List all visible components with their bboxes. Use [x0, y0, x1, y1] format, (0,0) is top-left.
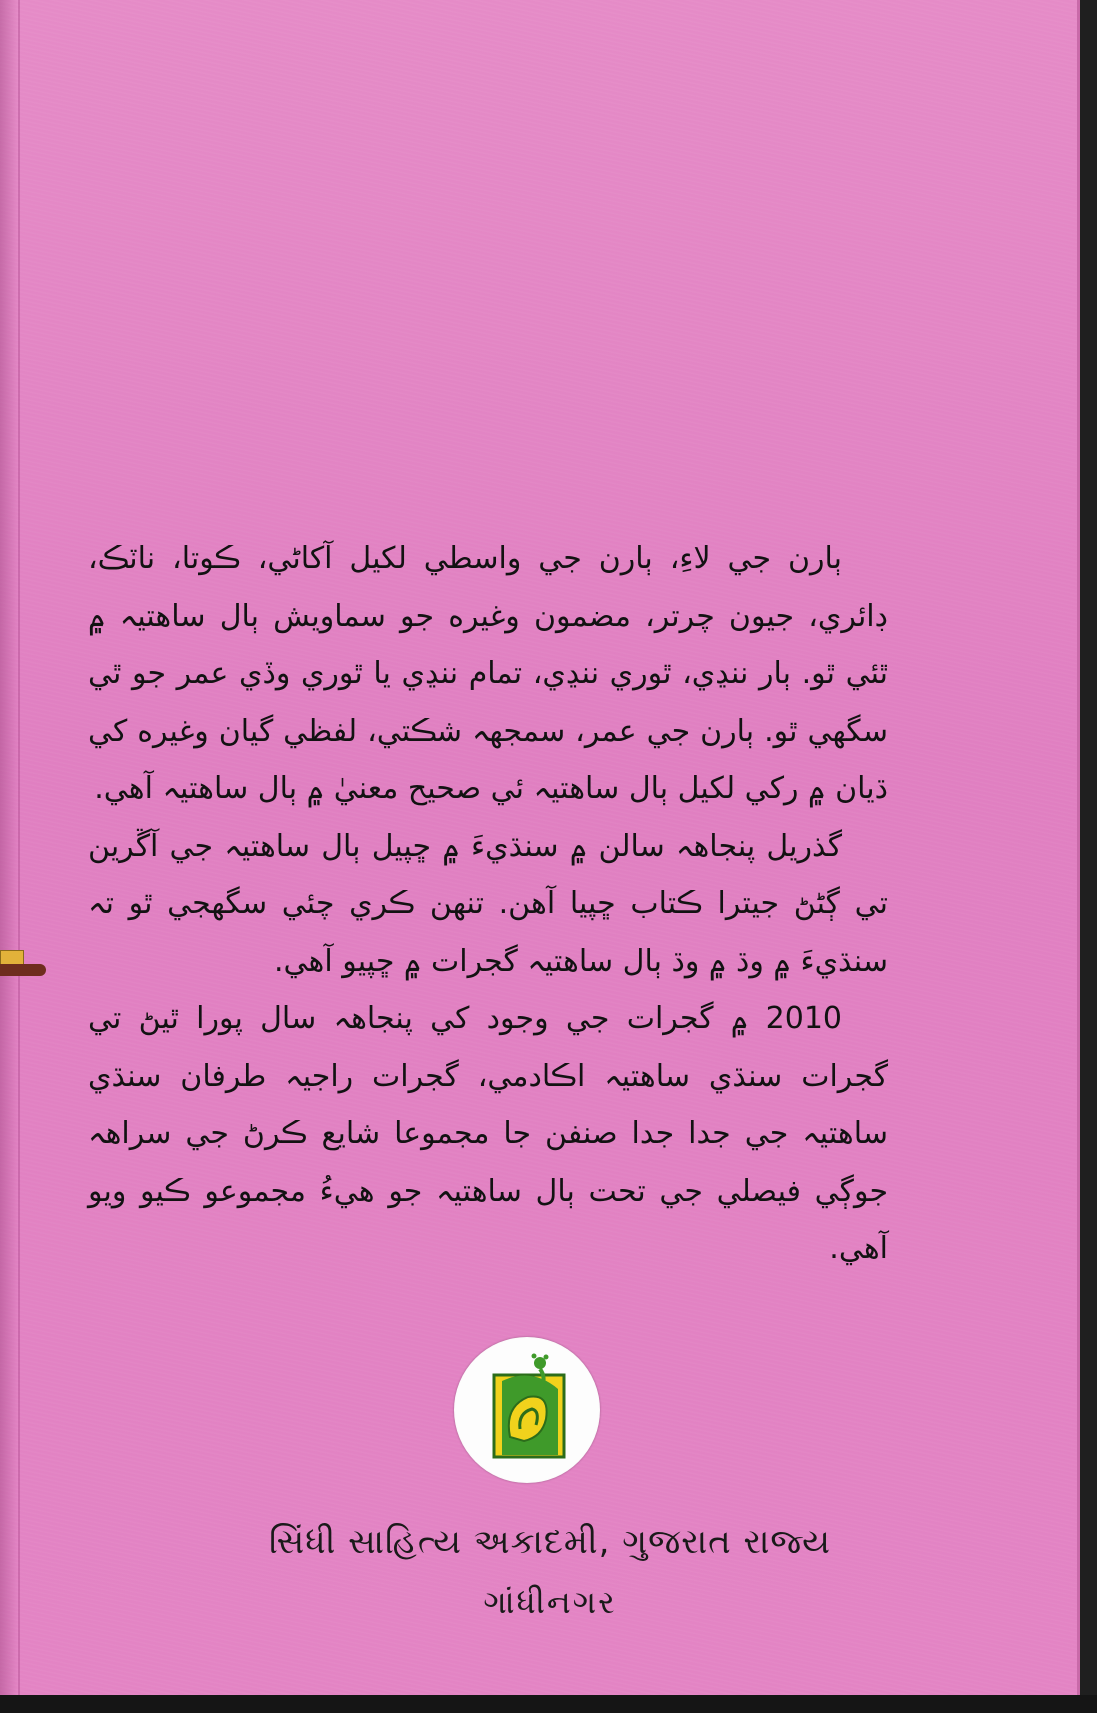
blurb-paragraph-3: 2010 ۾ گجرات جي وجود کي پنجاهہ سال پورا ٿيڻ تي گجرات سنڌي ساهتيہ اڪادمي، گجرات راجيہ طرفان سنڌي ساهتيہ جي جدا جدا صنفن جا مجموعا شايع ڪرڻ جي سراهہ جوڳي فيصلي جي تحت ٻال ساهتيہ جو هيءُ مجموعو ڪيو ويو آهي. — [88, 1001, 888, 1266]
ribbon-rod — [0, 964, 46, 976]
spine-shadow — [0, 0, 18, 1695]
blurb-paragraph-1: ٻارن جي لاءِ، ٻارن جي واسطي لکيل آکاڻي، ڪوتا، ناٽڪ، ڊائري، جيون چرتر، مضمون وغيره جو سماويش ٻال ساهتيہ ۾ ٿئي ٿو. ٻار ننڍي، ٿوري ننڍي، تمام ننڍي يا ٿوري وڏي عمر جو ٿي سگهي ٿو. ٻارن جي عمر، سمجهہ شڪتي، لفظي گيان وغيره کي ڌيان ۾ رکي لکيل ٻال ساهتيہ ئي صحيح معنيٰ ۾ ٻال ساهتيہ آهي. — [88, 541, 888, 806]
spine-crease — [18, 0, 20, 1695]
peacock-book-icon — [454, 1337, 600, 1483]
page-right-edge — [1080, 0, 1097, 1713]
publisher-city: ગાંધીનગર — [483, 1583, 617, 1621]
academy-logo — [454, 1337, 600, 1483]
publisher-name: સિંધી સાહિત્ય અકાદમી, ગુજરાત રાજ્ય — [268, 1522, 832, 1562]
bookmark-ribbon — [0, 950, 48, 980]
page-bottom-edge — [0, 1695, 1097, 1713]
blurb-text — [88, 530, 888, 1278]
blurb-paragraph-2: گذريل پنجاهہ سالن ۾ سنڌيءَ ۾ ڇپيل ٻال ساهتيہ جي آڱرين تي ڳڻڻ جيترا ڪتاب ڇپيا آهن. تنهن ڪري چئي سگهجي ٿو تہ سنڌيءَ ۾ وڌ ۾ وڌ ٻال ساهتيہ گجرات ۾ ڇپيو آهي. — [88, 828, 888, 979]
